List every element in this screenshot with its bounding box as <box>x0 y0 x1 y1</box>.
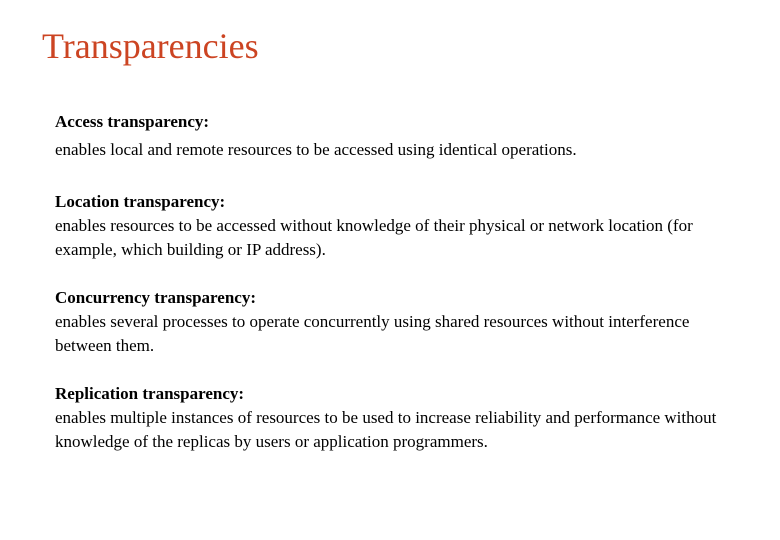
section-location-transparency <box>55 190 735 262</box>
section-concurrency-transparency <box>55 286 735 358</box>
term-access-transparency: Access transparency: <box>55 112 210 131</box>
term-concurrency-transparency: Concurrency transparency: <box>55 288 256 307</box>
section-replication-transparency <box>55 382 735 454</box>
description-location-transparency: enables resources to be accessed without knowledge of their physical or network location (for example, which building or IP address). <box>55 216 693 259</box>
description-concurrency-transparency: enables several processes to operate concurrently using shared resources without interference between them. <box>55 312 690 355</box>
description-replication-transparency: enables multiple instances of resources to be used to increase reliability and performance without knowledge of the replicas by users or application programmers. <box>55 408 717 451</box>
slide-title: Transparencies <box>42 26 259 66</box>
term-location-transparency: Location transparency: <box>55 192 226 211</box>
section-access-transparency <box>55 110 735 162</box>
description-access-transparency: enables local and remote resources to be accessed using identical operations. <box>55 140 577 159</box>
term-replication-transparency: Replication transparency: <box>55 384 245 403</box>
